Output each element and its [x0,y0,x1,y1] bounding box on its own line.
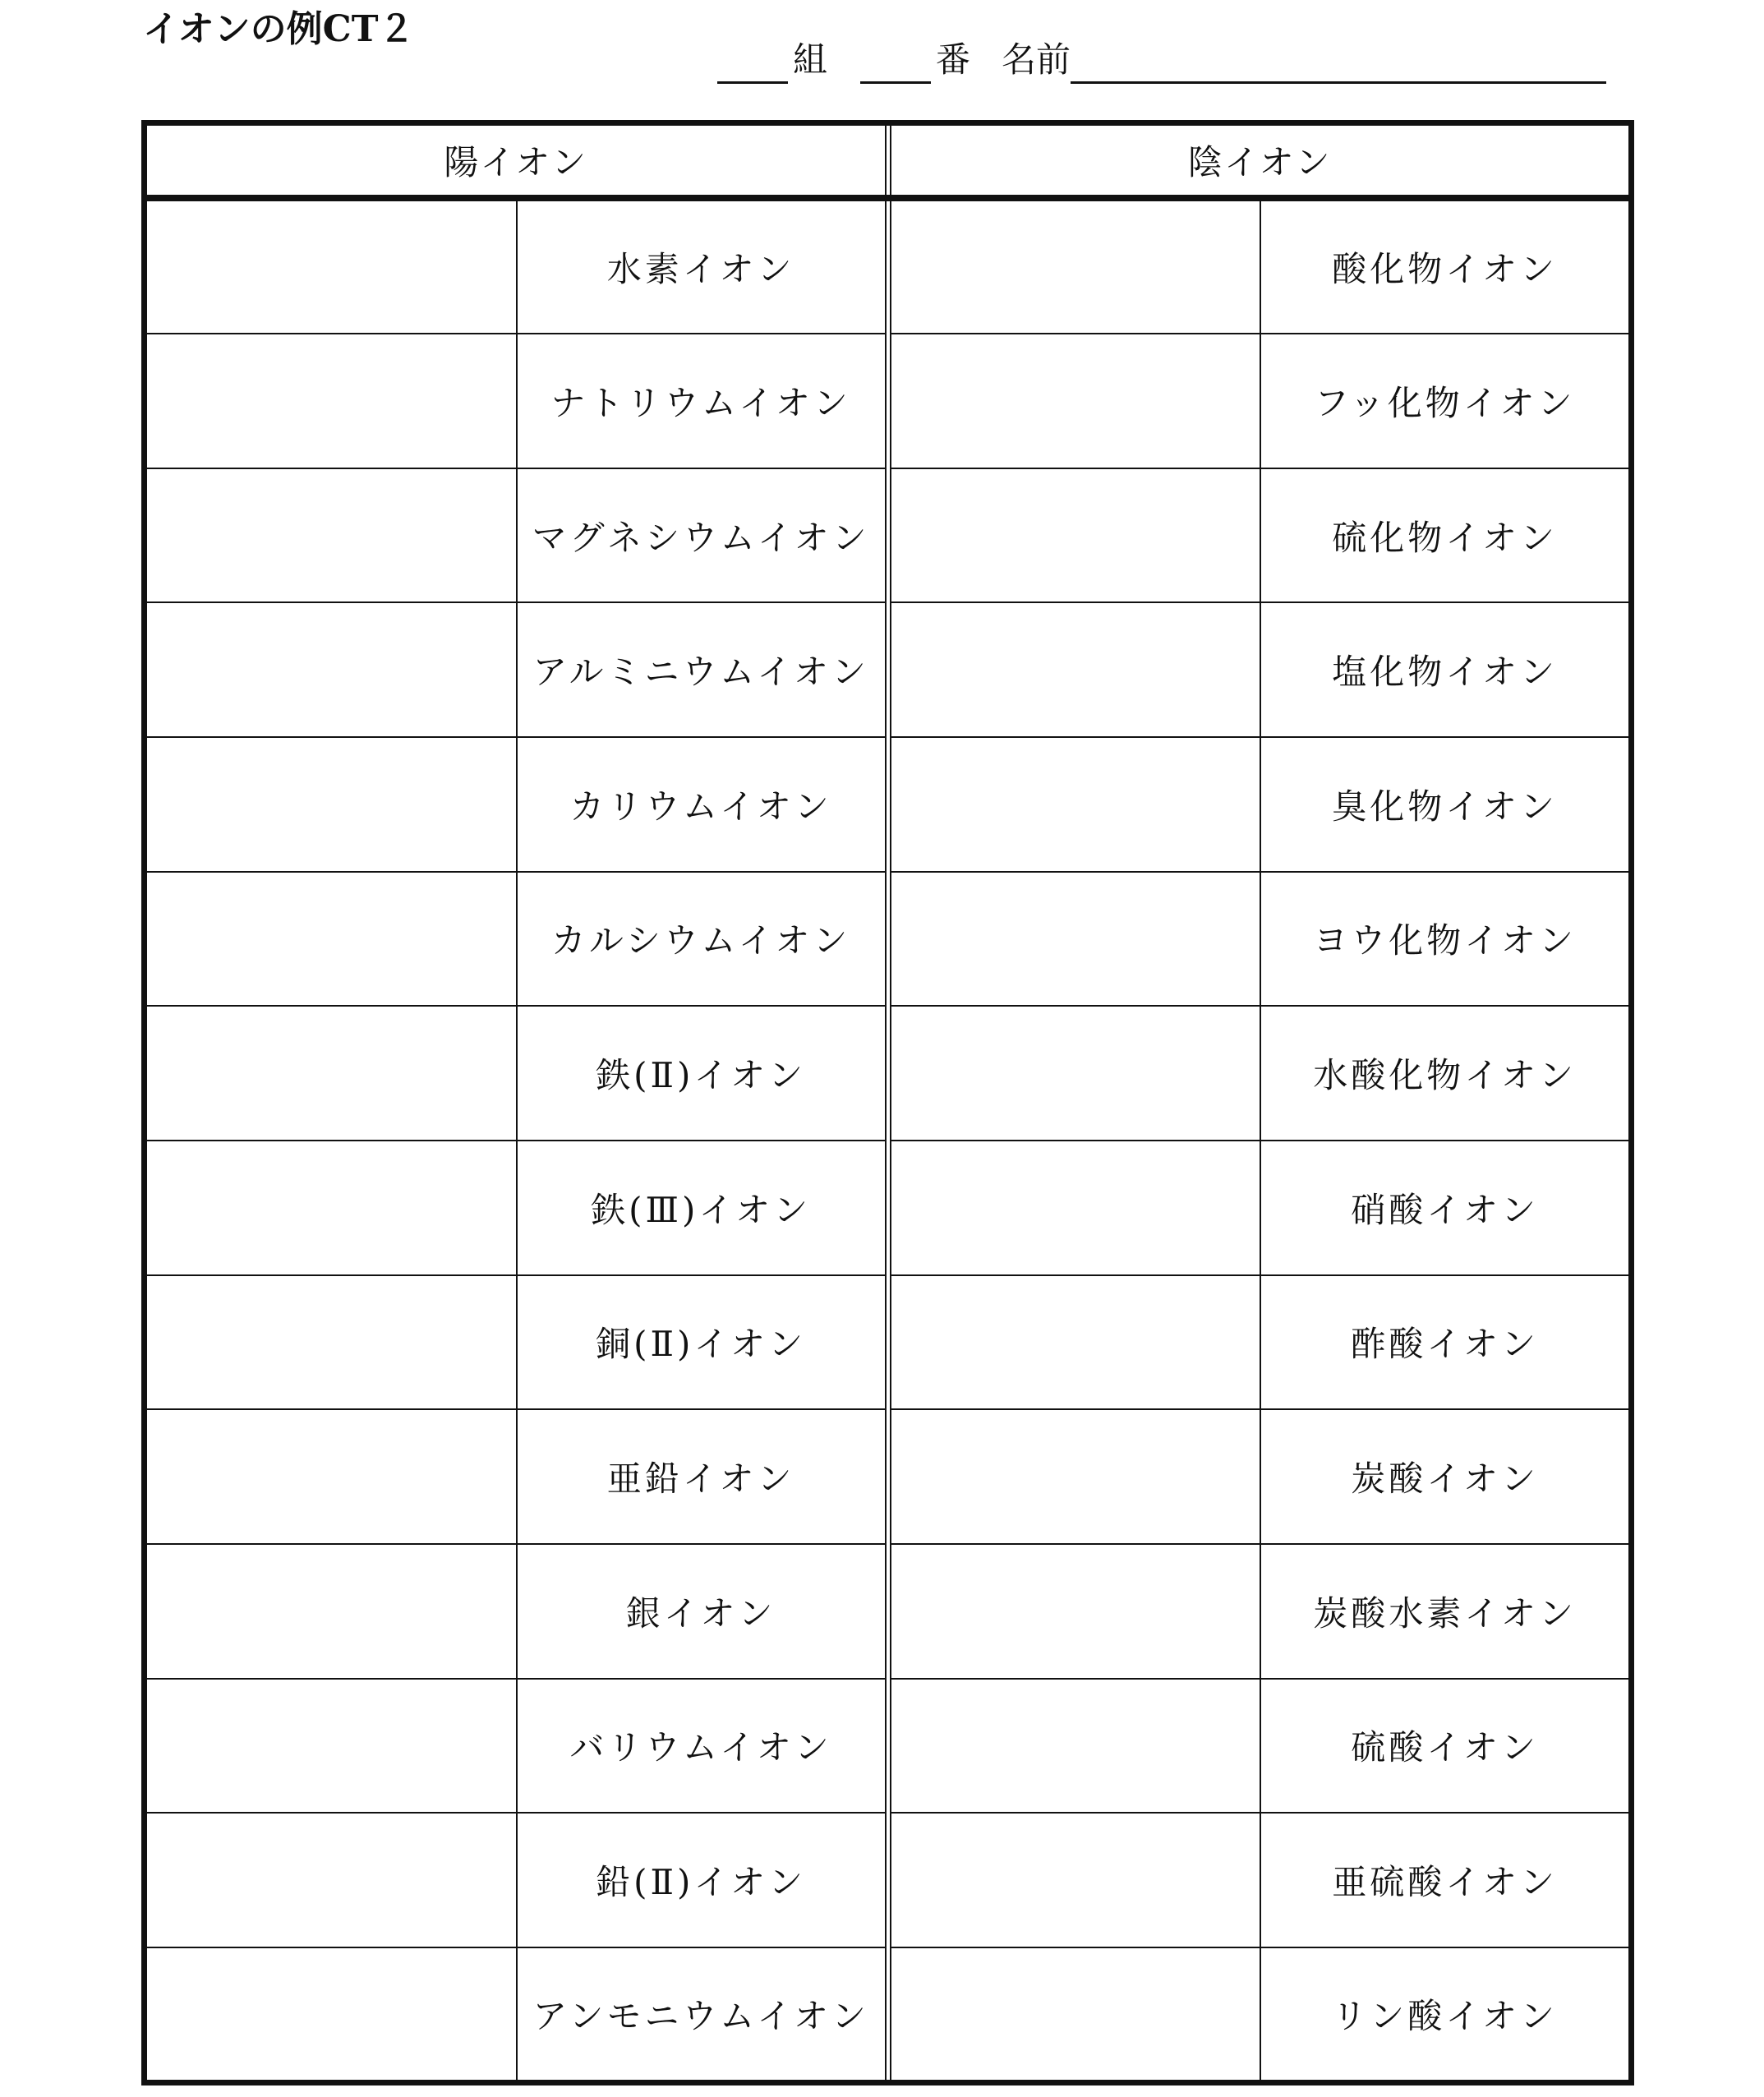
ion-worksheet-table [141,120,1634,2085]
anion-row [891,1813,1629,1947]
name-blank[interactable] [1071,39,1606,84]
cation-ion-name: 鉄(Ⅱ)イオン [517,1006,885,1141]
seat-number-blank[interactable] [860,39,931,84]
anion-formula-answer-cell[interactable] [891,1006,1261,1141]
anion-formula-answer-cell[interactable] [891,737,1261,872]
cation-ion-name: ナトリウムイオン [517,334,885,468]
anion-formula-answer-cell[interactable] [891,1813,1261,1947]
cation-formula-answer-cell[interactable] [147,1006,517,1141]
anion-ion-name: 炭酸水素イオン [1260,1544,1628,1679]
cation-row [147,602,885,737]
anion-ion-name: 塩化物イオン [1260,602,1628,737]
anion-row [891,1141,1629,1275]
cation-table [147,201,885,2080]
cation-header: 陽イオン [444,142,588,182]
anion-table [891,201,1629,2080]
cation-ion-name: アンモニウムイオン [517,1947,885,2080]
cation-ion-name: アルミニウムイオン [517,602,885,737]
cation-formula-answer-cell[interactable] [147,872,517,1007]
anion-ion-name: 水酸化物イオン [1260,1006,1628,1141]
cation-formula-answer-cell[interactable] [147,334,517,468]
cation-row [147,1679,885,1814]
class-number-blank[interactable] [717,39,788,84]
anion-ion-name: 亜硫酸イオン [1260,1813,1628,1947]
cation-ion-name: バリウムイオン [517,1679,885,1814]
anion-formula-answer-cell[interactable] [891,602,1261,737]
cation-row [147,1813,885,1947]
anion-section [891,201,1629,2080]
cation-row [147,1006,885,1141]
header-divider [147,195,1628,201]
anion-formula-answer-cell[interactable] [891,1409,1261,1544]
cation-row [147,201,885,334]
anion-formula-answer-cell[interactable] [891,1544,1261,1679]
anion-ion-name: ヨウ化物イオン [1260,872,1628,1007]
cation-formula-answer-cell[interactable] [147,1275,517,1410]
cation-formula-answer-cell[interactable] [147,1679,517,1814]
anion-formula-answer-cell[interactable] [891,1947,1261,2080]
cation-ion-name: 銅(Ⅱ)イオン [517,1275,885,1410]
anion-formula-answer-cell[interactable] [891,201,1261,334]
anion-row [891,468,1629,603]
anion-formula-answer-cell[interactable] [891,1275,1261,1410]
cation-formula-answer-cell[interactable] [147,737,517,872]
cation-row [147,872,885,1007]
column-divider [885,126,891,195]
cation-ion-name: 亜鉛イオン [517,1409,885,1544]
cation-ion-name: カリウムイオン [517,737,885,872]
cation-formula-answer-cell[interactable] [147,201,517,334]
anion-ion-name: 酸化物イオン [1260,201,1628,334]
cation-formula-answer-cell[interactable] [147,1141,517,1275]
class-label: 組 [793,39,828,80]
cation-row [147,1141,885,1275]
anion-ion-name: 硫化物イオン [1260,468,1628,603]
anion-row [891,1409,1629,1544]
anion-formula-answer-cell[interactable] [891,1141,1261,1275]
name-label: 名前 [1002,39,1071,80]
cation-row [147,468,885,603]
cation-row [147,1275,885,1410]
anion-ion-name: 硝酸イオン [1260,1141,1628,1275]
anion-row [891,737,1629,872]
anion-ion-name: リン酸イオン [1260,1947,1628,2080]
anion-row [891,201,1629,334]
cation-formula-answer-cell[interactable] [147,1947,517,2080]
cation-ion-name: 鉛(Ⅱ)イオン [517,1813,885,1947]
anion-ion-name: 臭化物イオン [1260,737,1628,872]
cation-ion-name: 銀イオン [517,1544,885,1679]
anion-ion-name: フッ化物イオン [1260,334,1628,468]
cation-formula-answer-cell[interactable] [147,1544,517,1679]
anion-row [891,1544,1629,1679]
cation-row [147,1544,885,1679]
anion-row [891,872,1629,1007]
cation-row [147,334,885,468]
cation-ion-name: カルシウムイオン [517,872,885,1007]
cation-section [147,201,885,2080]
cation-row [147,737,885,872]
anion-ion-name: 酢酸イオン [1260,1275,1628,1410]
worksheet-title: イオンの例CT２ [143,8,415,50]
cation-formula-answer-cell[interactable] [147,1409,517,1544]
anion-formula-answer-cell[interactable] [891,334,1261,468]
column-divider [885,201,891,2080]
anion-header: 陰イオン [1187,142,1332,182]
student-info-line [717,38,1606,84]
anion-row [891,1275,1629,1410]
cation-ion-name: マグネシウムイオン [517,468,885,603]
anion-row [891,1679,1629,1814]
anion-formula-answer-cell[interactable] [891,1679,1261,1814]
cation-row [147,1409,885,1544]
cation-formula-answer-cell[interactable] [147,468,517,603]
cation-formula-answer-cell[interactable] [147,1813,517,1947]
anion-row [891,334,1629,468]
anion-formula-answer-cell[interactable] [891,872,1261,1007]
anion-formula-answer-cell[interactable] [891,468,1261,603]
anion-row [891,1006,1629,1141]
anion-ion-name: 硫酸イオン [1260,1679,1628,1814]
anion-row [891,1947,1629,2080]
seat-label: 番 [936,39,971,80]
cation-row [147,1947,885,2080]
cation-formula-answer-cell[interactable] [147,602,517,737]
anion-row [891,602,1629,737]
cation-ion-name: 鉄(Ⅲ)イオン [517,1141,885,1275]
anion-ion-name: 炭酸イオン [1260,1409,1628,1544]
cation-ion-name: 水素イオン [517,201,885,334]
